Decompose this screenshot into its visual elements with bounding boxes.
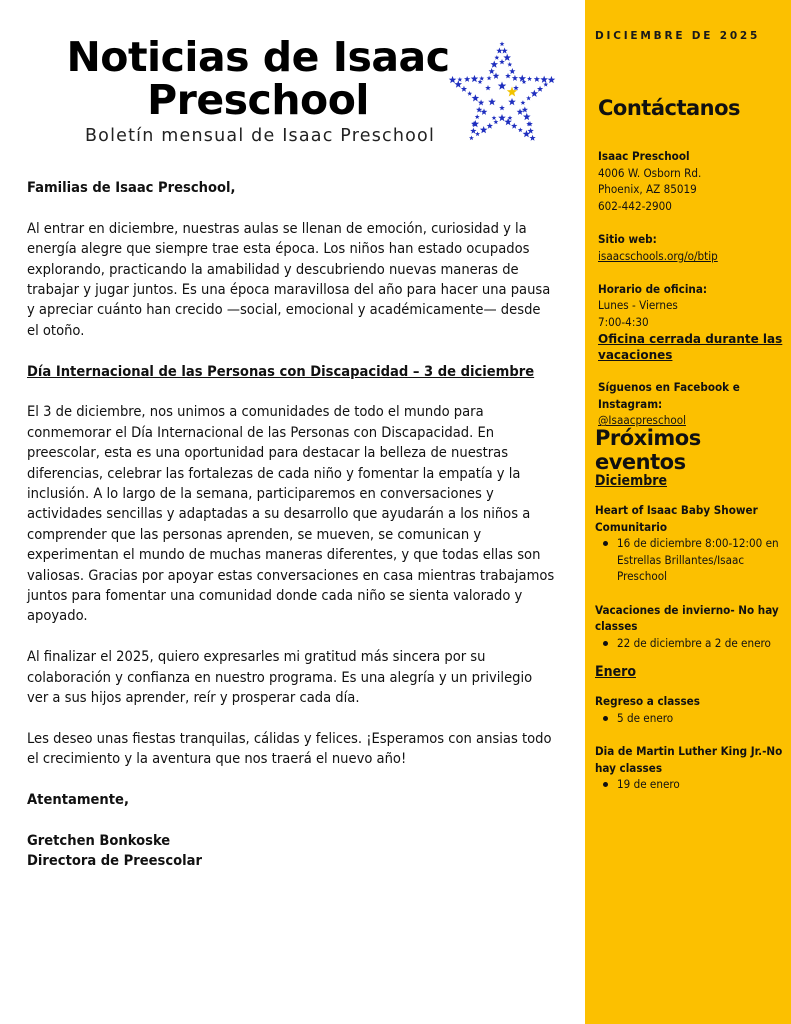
event-details: [595, 710, 787, 727]
month-heading-january: Enero: [595, 664, 636, 681]
signer-title: Directora de Preescolar: [27, 852, 203, 870]
signer-name: Gretchen Bonkoske: [27, 831, 171, 849]
event-detail: 5 de enero: [617, 710, 787, 727]
event-detail: 22 de diciembre a 2 de enero: [617, 635, 787, 652]
office-hours-days: Lunes - Viernes: [598, 298, 678, 313]
letter-section-paragraph: El 3 de diciembre, nos unimos a comunidades de todo el mundo para conmemorar el Día Internacional de las Personas con Discapacidad. En preescolar, esta es una oportunidad para destacar la belleza de nuestras diferencias, celebrar las fortalezas de cada niño y fomentar la empatía y la inclusión. A lo largo de la semana, participaremos en conversaciones y actividades sencillas y adaptadas a su desarrollo que ayudarán a los niños a comprender que las personas aprenden, se mueven, se comunican y experimentan el mundo de muchas maneras diferentes, y que todas ellas son valiosas. Gracias por apoyar estas conversaciones en casa mientras trabajamos juntos para fomentar una comunidad donde cada niño se sienta valorado y apoyado.: [27, 403, 555, 625]
event-title: Dia de Martin Luther King Jr.-No hay classes: [595, 744, 783, 775]
sidebar: [585, 0, 791, 1024]
issue-date: DICIEMBRE DE 2025: [595, 30, 761, 42]
org-name: Isaac Preschool: [598, 149, 690, 163]
contact-block: [598, 148, 788, 429]
phone-number: 602-442-2900: [598, 198, 672, 213]
letter-closing: Atentamente,: [27, 791, 129, 809]
letter-wishes-paragraph: Les deseo unas fiestas tranquilas, cálidas y felices. ¡Esperamos con ansias todo el crecimiento y la aventura que nos traerá el nuevo año!: [27, 729, 552, 768]
event-details: [595, 635, 787, 652]
event-title: Vacaciones de invierno- No hay classes: [595, 602, 779, 634]
website-label: Sitio web:: [598, 231, 657, 246]
social-handle-link[interactable]: @Isaacpreschool: [598, 413, 686, 428]
office-closed-notice: Oficina cerrada durante las vacaciones: [598, 331, 783, 362]
address-line-1: 4006 W. Osborn Rd.: [598, 165, 702, 180]
office-hours-time: 7:00-4:30: [598, 314, 649, 329]
website-link[interactable]: isaacschools.org/o/btip: [598, 248, 718, 263]
events-block: [595, 470, 787, 793]
social-label: Síguenos en Facebook e Instagram:: [598, 380, 740, 411]
event-title: Heart of Isaac Baby Shower Comunitario: [595, 503, 758, 534]
letter-body: [27, 178, 555, 872]
star-of-stars-icon: [444, 40, 560, 142]
office-hours-label: Horario de oficina:: [598, 281, 708, 296]
newsletter-subtitle: Boletín mensual de Isaac Preschool: [84, 126, 436, 146]
letter-gratitude-paragraph: Al finalizar el 2025, quiero expresarles mi gratitud más sincera por su colaboración y confianza en nuestro programa. Es una alegría y un privilegio ver a sus hijos aprender, reír y prosperar cada día.: [27, 648, 533, 707]
event-detail: 19 de enero: [617, 776, 787, 793]
letter-intro-paragraph: Al entrar en diciembre, nuestras aulas se llenan de emoción, curiosidad y la energía alegre que siempre trae esta época. Los niños han estado ocupados explorando, practicando la amabilidad y descubriendo nuevas maneras de trabajar y jugar juntos. Es una época maravillosa del año para hacer una pausa y apreciar cuánto han crecido —social, emocional y académicamente— desde el otoño.: [27, 219, 551, 339]
month-heading-december: Diciembre: [595, 473, 667, 489]
event-title: Regreso a classes: [595, 694, 700, 709]
events-heading: Próximos eventos: [595, 426, 701, 474]
letter-greeting: Familias de Isaac Preschool,: [27, 179, 236, 196]
address-line-2: Phoenix, AZ 85019: [598, 182, 697, 197]
event-details: [595, 535, 787, 585]
newsletter-title: Noticias de Isaac Preschool: [66, 33, 450, 124]
event-detail: 16 de diciembre 8:00-12:00 en Estrellas Brillantes/Isaac Preschool: [617, 535, 787, 585]
event-details: [595, 776, 787, 793]
letter-section-heading: Día Internacional de las Personas con Discapacidad – 3 de diciembre: [27, 362, 535, 380]
contact-heading: Contáctanos: [598, 96, 741, 120]
